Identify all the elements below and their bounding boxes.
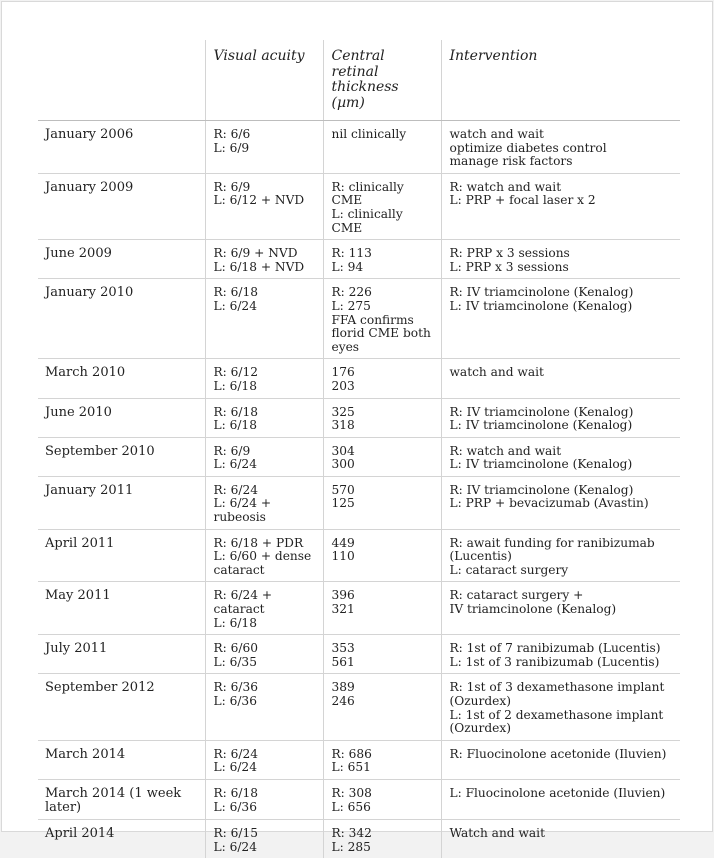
table-row xyxy=(38,779,680,819)
header-row xyxy=(38,40,680,121)
table-row xyxy=(38,740,680,779)
header-date xyxy=(38,40,205,121)
date-cell: January 2011 xyxy=(38,476,205,529)
crt-cell: R: 342 L: 285 xyxy=(323,819,441,858)
intervention-cell: R: PRP x 3 sessions L: PRP x 3 sessions xyxy=(441,240,680,279)
crt-cell: 449 110 xyxy=(323,529,441,582)
crt-cell: R: 686 L: 651 xyxy=(323,740,441,779)
date-cell: March 2014 xyxy=(38,740,205,779)
visual-acuity-cell: R: 6/9 L: 6/24 xyxy=(205,437,323,476)
intervention-cell: Watch and wait xyxy=(441,819,680,858)
intervention-cell: watch and wait optimize diabetes control manage risk factors xyxy=(441,121,680,174)
header-central-retinal-thickness: Central retinal thickness (µm) xyxy=(323,40,441,121)
visual-acuity-cell: R: 6/24 L: 6/24 xyxy=(205,740,323,779)
table-row xyxy=(38,582,680,635)
header-intervention: Intervention xyxy=(441,40,680,121)
date-cell: January 2006 xyxy=(45,127,134,142)
document-page xyxy=(1,1,713,854)
visual-acuity-cell: R: 6/18 L: 6/36 xyxy=(205,779,323,819)
visual-acuity-cell: R: 6/9 + NVD L: 6/18 + NVD xyxy=(205,240,323,279)
crt-cell: 389 246 xyxy=(323,674,441,740)
table-row xyxy=(38,635,680,674)
crt-cell: 325 318 xyxy=(323,398,441,437)
visual-acuity-cell: R: 6/12 L: 6/18 xyxy=(205,359,323,398)
visual-acuity-cell: R: 6/18 + PDR L: 6/60 + dense cataract xyxy=(205,529,323,582)
intervention-cell: R: IV triamcinolone (Kenalog) L: PRP + bevacizumab (Avastin) xyxy=(441,476,680,529)
visual-acuity-cell: R: 6/6 L: 6/9 xyxy=(205,121,323,174)
intervention-cell: R: 1st of 7 ranibizumab (Lucentis) L: 1st of 3 ranibizumab (Lucentis) xyxy=(441,635,680,674)
table-row xyxy=(38,476,680,529)
visual-acuity-cell: R: 6/15 L: 6/24 xyxy=(205,819,323,858)
visual-acuity-cell: R: 6/24 + cataract L: 6/18 xyxy=(205,582,323,635)
crt-cell: 176 203 xyxy=(323,359,441,398)
crt-cell: R: clinically CME L: clinically CME xyxy=(323,173,441,239)
intervention-cell: R: IV triamcinolone (Kenalog) L: IV triamcinolone (Kenalog) xyxy=(441,279,680,359)
table-row xyxy=(38,437,680,476)
date-cell: July 2011 xyxy=(38,635,205,674)
date-cell: April 2011 xyxy=(38,529,205,582)
table-row xyxy=(38,121,680,174)
table-row xyxy=(38,819,680,858)
date-cell: September 2012 xyxy=(38,674,205,740)
date-cell: March 2010 xyxy=(38,359,205,398)
date-cell: June 2009 xyxy=(38,240,205,279)
crt-cell: R: 113 L: 94 xyxy=(323,240,441,279)
date-cell: April 2014 xyxy=(38,819,205,858)
intervention-cell: R: watch and wait L: IV triamcinolone (Kenalog) xyxy=(441,437,680,476)
visual-acuity-cell: R: 6/60 L: 6/35 xyxy=(205,635,323,674)
intervention-cell: R: Fluocinolone acetonide (Iluvien) xyxy=(441,740,680,779)
crt-cell: R: 226 L: 275 FFA confirms florid CME both eyes xyxy=(323,279,441,359)
crt-cell: 304 300 xyxy=(323,437,441,476)
visual-acuity-cell: R: 6/9 L: 6/12 + NVD xyxy=(205,173,323,239)
date-cell: March 2014 (1 week later) xyxy=(38,779,205,819)
intervention-cell: R: await funding for ranibizumab (Lucentis) L: cataract surgery xyxy=(441,529,680,582)
visual-acuity-cell: R: 6/36 L: 6/36 xyxy=(205,674,323,740)
table-row xyxy=(38,240,680,279)
visual-acuity-cell: R: 6/18 L: 6/24 xyxy=(205,279,323,359)
intervention-cell: L: Fluocinolone acetonide (Iluvien) xyxy=(441,779,680,819)
crt-cell: 353 561 xyxy=(323,635,441,674)
treatment-history-table xyxy=(38,40,680,858)
table-row xyxy=(38,359,680,398)
date-cell: January 2009 xyxy=(38,173,205,239)
date-cell: September 2010 xyxy=(38,437,205,476)
header-visual-acuity: Visual acuity xyxy=(205,40,323,121)
intervention-cell: R: 1st of 3 dexamethasone implant (Ozurdex) L: 1st of 2 dexamethasone implant (Ozurdex) xyxy=(441,674,680,740)
table-row xyxy=(38,173,680,239)
visual-acuity-cell: R: 6/18 L: 6/18 xyxy=(205,398,323,437)
table-row xyxy=(38,398,680,437)
date-cell: January 2010 xyxy=(38,279,205,359)
table-row xyxy=(38,674,680,740)
date-cell: May 2011 xyxy=(38,582,205,635)
table-row xyxy=(38,279,680,359)
crt-cell: 396 321 xyxy=(323,582,441,635)
intervention-cell: R: cataract surgery + IV triamcinolone (Kenalog) xyxy=(441,582,680,635)
table-row xyxy=(38,529,680,582)
intervention-cell: R: watch and wait L: PRP + focal laser x 2 xyxy=(441,173,680,239)
crt-cell: nil clinically xyxy=(323,121,441,174)
crt-cell: R: 308 L: 656 xyxy=(323,779,441,819)
crt-cell: 570 125 xyxy=(323,476,441,529)
visual-acuity-cell: R: 6/24 L: 6/24 + rubeosis xyxy=(205,476,323,529)
date-cell: June 2010 xyxy=(38,398,205,437)
intervention-cell: watch and wait xyxy=(441,359,680,398)
intervention-cell: R: IV triamcinolone (Kenalog) L: IV triamcinolone (Kenalog) xyxy=(441,398,680,437)
